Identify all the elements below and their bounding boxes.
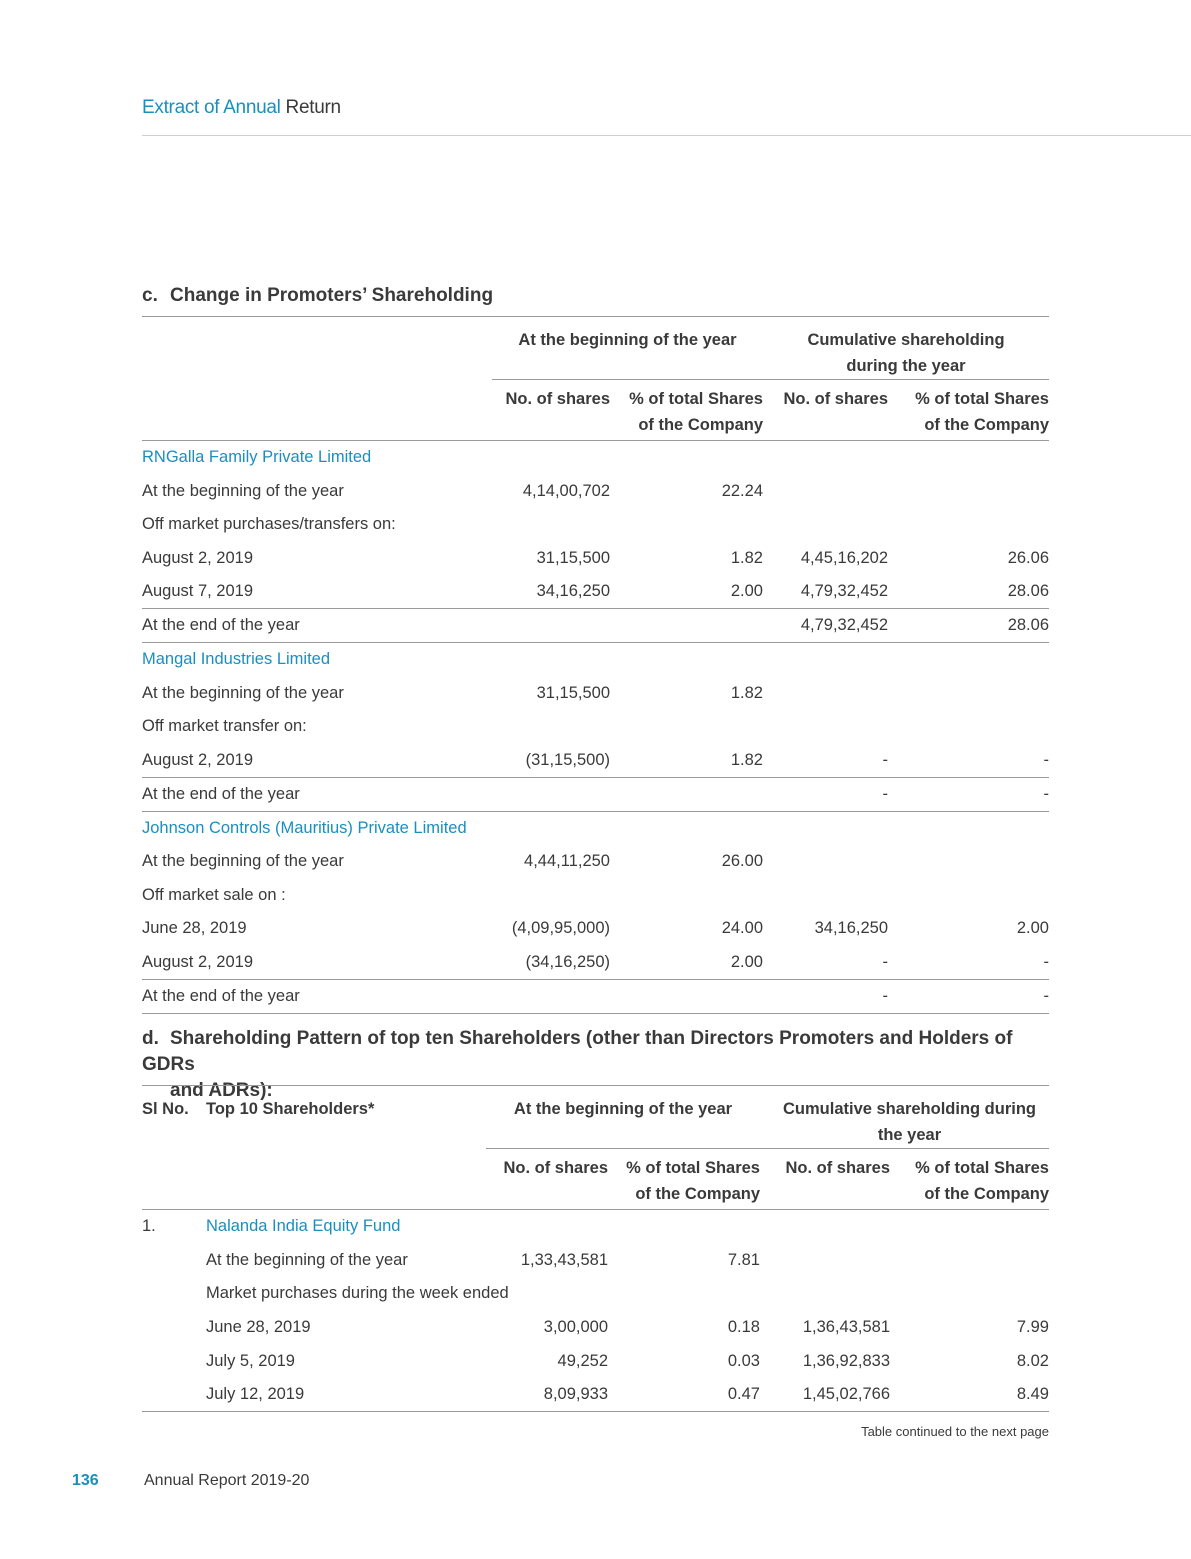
- cell-cum-pct: 26.06: [1007, 548, 1049, 567]
- cell-cum-pct: 8.49: [890, 1378, 1049, 1412]
- row-note: Market purchases during the week ended: [206, 1284, 509, 1303]
- cell-cum-shares: 4,45,16,202: [800, 548, 888, 567]
- cell-cum-pct: -: [888, 980, 1049, 1014]
- section-d-title-line2: and ADRs):: [170, 1080, 273, 1101]
- table-row: [142, 912, 1049, 946]
- col-header-cum-pct: % of total Shares of the Company: [890, 1149, 1049, 1210]
- cell-pct: 0.03: [727, 1351, 760, 1370]
- cell-pct: 26.00: [721, 852, 763, 871]
- row-note: Off market purchases/transfers on:: [142, 515, 396, 534]
- blank-subheader: [142, 380, 492, 441]
- cell-shares: 31,15,500: [536, 548, 610, 567]
- cell-shares: 4,44,11,250: [524, 852, 610, 871]
- cell-shares: (34,16,250): [492, 946, 610, 980]
- cell-cum-shares: 4,79,32,452: [763, 575, 888, 609]
- cell-shares: 49,252: [557, 1351, 608, 1370]
- cell-cum-pct: 28.06: [888, 575, 1049, 609]
- header-title-rest: Return: [285, 97, 341, 118]
- cell-cum-pct: -: [888, 946, 1049, 980]
- group-header-cumulative: Cumulative shareholding during the year: [760, 1086, 1049, 1149]
- company-name: RNGalla Family Private Limited: [142, 448, 372, 467]
- cell-cum-pct: 7.99: [1016, 1317, 1049, 1336]
- cell-shares: 1,33,43,581: [520, 1250, 608, 1269]
- cell-cum-shares: -: [763, 744, 888, 778]
- cell-sl-no: 1.: [142, 1217, 156, 1236]
- cell-cum-shares: 1,36,92,833: [802, 1351, 890, 1370]
- page-number: 136: [72, 1472, 99, 1489]
- table-row: [142, 744, 1049, 778]
- row-date: August 2, 2019: [142, 744, 492, 778]
- col-header-pct: % of total Shares of the Company: [608, 1149, 760, 1210]
- company-name: Mangal Industries Limited: [142, 650, 331, 669]
- section-d-title-line1: Shareholding Pattern of top ten Shareholders (other than Directors Promoters and Holders of GDRs: [142, 1028, 1013, 1075]
- table-row: [142, 676, 1049, 710]
- group-header-beginning: At the beginning of the year: [486, 1086, 760, 1149]
- cell-shares: 34,16,250: [492, 575, 610, 609]
- table-row: [142, 474, 1049, 508]
- col-header-shares: No. of shares: [486, 1149, 608, 1210]
- table-row: [142, 609, 1049, 643]
- cell-cum-pct: -: [888, 777, 1049, 811]
- row-label: At the beginning of the year: [142, 481, 344, 500]
- section-c-title: [142, 283, 1049, 309]
- section-c-marker: c.: [142, 285, 158, 306]
- cell-cum-shares: 34,16,250: [814, 919, 888, 938]
- header-title-accent: Extract of Annual: [142, 97, 281, 118]
- section-c-title-text: Change in Promoters’ Shareholding: [170, 285, 494, 306]
- table-row: [142, 777, 1049, 811]
- row-label: At the beginning of the year: [206, 1250, 408, 1269]
- cell-pct: 2.00: [610, 575, 763, 609]
- blank-header: [142, 317, 492, 380]
- row-date: July 12, 2019: [206, 1378, 486, 1412]
- cell-shares: 4,14,00,702: [522, 481, 610, 500]
- promoters-shareholding-table: [142, 316, 1049, 1014]
- header-divider: [142, 135, 1191, 136]
- cell-cum-shares: 1,36,43,581: [802, 1317, 890, 1336]
- table-row: [142, 575, 1049, 609]
- row-date: July 5, 2019: [206, 1351, 295, 1370]
- cell-shares: 8,09,933: [486, 1378, 608, 1412]
- row-note: Off market sale on :: [142, 885, 286, 904]
- cell-shares: 3,00,000: [543, 1317, 608, 1336]
- col-header-sl: Sl No.: [142, 1086, 206, 1149]
- group-header-beginning: At the beginning of the year: [492, 317, 763, 380]
- cell-pct: 7.81: [727, 1250, 760, 1269]
- cell-shares: (31,15,500): [492, 744, 610, 778]
- page-header-title: [142, 97, 341, 119]
- cell-pct: 1.82: [730, 548, 763, 567]
- row-label: At the beginning of the year: [142, 852, 344, 871]
- cell-pct: 1.82: [730, 683, 763, 702]
- cell-pct: 1.82: [610, 744, 763, 778]
- table-row: [142, 980, 1049, 1014]
- cell-pct: 0.47: [608, 1378, 760, 1412]
- table-row: [142, 845, 1049, 879]
- shareholder-name: Nalanda India Equity Fund: [206, 1217, 401, 1236]
- table-row: [142, 1243, 1049, 1277]
- table-row: [142, 1311, 1049, 1345]
- row-label: At the beginning of the year: [142, 683, 344, 702]
- table-row: [142, 1344, 1049, 1378]
- row-label: At the end of the year: [142, 609, 492, 643]
- table-row: [142, 542, 1049, 576]
- row-note: Off market transfer on:: [142, 717, 307, 736]
- cell-shares: (4,09,95,000): [511, 919, 610, 938]
- col-header-cum-pct: % of total Shares of the Company: [888, 380, 1049, 441]
- col-header-cum-shares: No. of shares: [763, 380, 888, 441]
- col-header-cum-shares: No. of shares: [760, 1149, 890, 1210]
- row-date: June 28, 2019: [206, 1317, 311, 1336]
- section-d-marker: d.: [142, 1028, 159, 1049]
- cell-cum-pct: 2.00: [1016, 919, 1049, 938]
- row-date: June 28, 2019: [142, 919, 247, 938]
- cell-cum-pct: 8.02: [1016, 1351, 1049, 1370]
- cell-cum-pct: 28.06: [888, 609, 1049, 643]
- row-label: At the end of the year: [142, 777, 492, 811]
- cell-pct: 2.00: [610, 946, 763, 980]
- cell-pct: 24.00: [721, 919, 763, 938]
- cell-cum-shares: 1,45,02,766: [760, 1378, 890, 1412]
- table-continued-note: Table continued to the next page: [861, 1424, 1049, 1439]
- col-header-shares: No. of shares: [492, 380, 610, 441]
- company-name: Johnson Controls (Mauritius) Private Limited: [142, 818, 467, 837]
- cell-pct: 22.24: [721, 481, 763, 500]
- row-date: August 2, 2019: [142, 548, 254, 567]
- table-row: [142, 1378, 1049, 1412]
- cell-shares: 31,15,500: [536, 683, 610, 702]
- cell-cum-shares: -: [763, 946, 888, 980]
- col-header-name: Top 10 Shareholders*: [206, 1086, 486, 1149]
- cell-cum-shares: -: [763, 980, 888, 1014]
- cell-cum-pct: -: [888, 744, 1049, 778]
- row-date: August 2, 2019: [142, 946, 492, 980]
- report-name: Annual Report 2019-20: [144, 1472, 310, 1489]
- col-header-pct: % of total Shares of the Company: [610, 380, 763, 441]
- cell-cum-shares: 4,79,32,452: [763, 609, 888, 643]
- top-ten-shareholders-table: [142, 1085, 1049, 1412]
- cell-pct: 0.18: [727, 1317, 760, 1336]
- table-row: [142, 946, 1049, 980]
- group-header-cumulative: Cumulative shareholding during the year: [763, 317, 1049, 380]
- row-label: At the end of the year: [142, 980, 492, 1014]
- row-date: August 7, 2019: [142, 575, 492, 609]
- cell-cum-shares: -: [763, 777, 888, 811]
